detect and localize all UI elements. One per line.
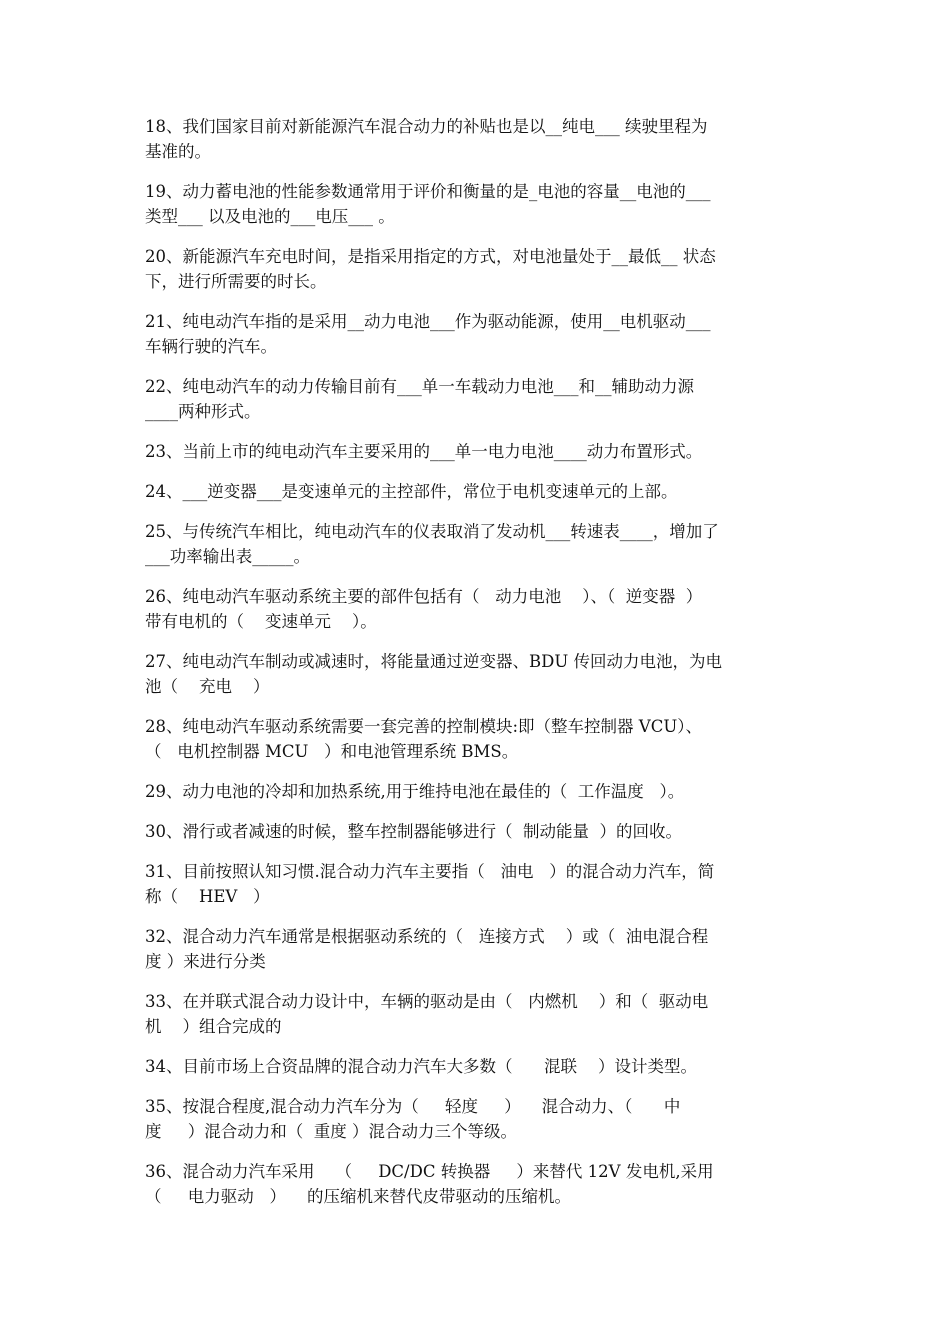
question-item <box>145 989 810 1039</box>
question-line: 22、纯电动汽车的动力传输目前有___单一车载动力电池___和__辅助动力源 <box>145 377 694 396</box>
question-line: 34、目前市场上合资品牌的混合动力汽车大多数（ 混联 ）设计类型。 <box>145 1057 697 1076</box>
question-item <box>145 1094 810 1144</box>
question-line: 称（ HEV ） <box>145 887 270 906</box>
question-item <box>145 859 810 909</box>
question-item <box>145 179 810 229</box>
question-line: 31、目前按照认知习惯.混合动力汽车主要指（ 油电 ）的混合动力汽车，简 <box>145 862 715 881</box>
question-line: 27、纯电动汽车制动或减速时，将能量通过逆变器、BDU 传回动力电池，为电 <box>145 652 723 671</box>
question-item <box>145 479 810 504</box>
question-item <box>145 439 810 464</box>
question-item <box>145 519 810 569</box>
question-line: 下，进行所需要的时长。 <box>145 272 327 291</box>
question-item <box>145 244 810 294</box>
question-line: 23、当前上市的纯电动汽车主要采用的___单一电力电池____动力布置形式。 <box>145 442 703 461</box>
question-item <box>145 649 810 699</box>
question-item <box>145 309 810 359</box>
question-item <box>145 1054 810 1079</box>
question-line: 24、___逆变器___是变速单元的主控部件，常位于电机变速单元的上部。 <box>145 482 678 501</box>
question-line: 度 ）混合动力和（ 重度 ）混合动力三个等级。 <box>145 1122 517 1141</box>
question-line: 26、纯电动汽车驱动系统主要的部件包括有（ 动力电池 ）、（ 逆变器 ） <box>145 587 703 606</box>
question-line: 类型___ 以及电池的___电压___ 。 <box>145 207 395 226</box>
question-item <box>145 714 810 764</box>
question-line: 机 ）组合完成的 <box>145 1017 282 1036</box>
question-line: 32、混合动力汽车通常是根据驱动系统的（ 连接方式 ）或（ 油电混合程 <box>145 927 709 946</box>
question-line: 19、动力蓄电池的性能参数通常用于评价和衡量的是_电池的容量__电池的___ <box>145 182 711 201</box>
question-line: 25、与传统汽车相比，纯电动汽车的仪表取消了发动机___转速表____，增加了 <box>145 522 719 541</box>
question-item <box>145 374 810 424</box>
question-line: （ 电机控制器 MCU ）和电池管理系统 BMS。 <box>145 742 519 761</box>
question-item <box>145 584 810 634</box>
question-line: 18、我们国家目前对新能源汽车混合动力的补贴也是以__纯电___ 续驶里程为 <box>145 117 708 136</box>
question-item <box>145 779 810 804</box>
question-item <box>145 114 810 164</box>
question-line: 30、滑行或者减速的时候，整车控制器能够进行（ 制动能量 ）的回收。 <box>145 822 682 841</box>
question-line: 池（ 充电 ） <box>145 677 270 696</box>
question-line: 35、按混合程度,混合动力汽车分为（ 轻度 ） 混合动力、（ 中 <box>145 1097 681 1116</box>
question-line: 28、纯电动汽车驱动系统需要一套完善的控制模块:即（整车控制器 VCU）、 <box>145 717 702 736</box>
question-line: （ 电力驱动 ） 的压缩机来替代皮带驱动的压缩机。 <box>145 1187 571 1206</box>
question-item <box>145 1159 810 1209</box>
question-line: ____两种形式。 <box>145 402 261 421</box>
question-line: 带有电机的（ 变速单元 ）。 <box>145 612 377 631</box>
question-line: 21、纯电动汽车指的是采用__动力电池___作为驱动能源，使用__电机驱动___ <box>145 312 711 331</box>
question-line: ___功率输出表_____。 <box>145 547 310 566</box>
question-line: 36、混合动力汽车采用 （ DC/DC 转换器 ）来替代 12V 发电机,采用 <box>145 1162 714 1181</box>
question-list <box>145 114 810 1224</box>
question-item <box>145 924 810 974</box>
question-line: 20、新能源汽车充电时间，是指采用指定的方式，对电池量处于__最低__ 状态 <box>145 247 716 266</box>
question-line: 29、动力电池的冷却和加热系统,用于维持电池在最佳的（ 工作温度 ）。 <box>145 782 685 801</box>
question-line: 基准的。 <box>145 142 211 161</box>
question-line: 车辆行驶的汽车。 <box>145 337 277 356</box>
question-item <box>145 819 810 844</box>
question-line: 33、在并联式混合动力设计中，车辆的驱动是由（ 内燃机 ）和（ 驱动电 <box>145 992 709 1011</box>
question-line: 度 ）来进行分类 <box>145 952 266 971</box>
